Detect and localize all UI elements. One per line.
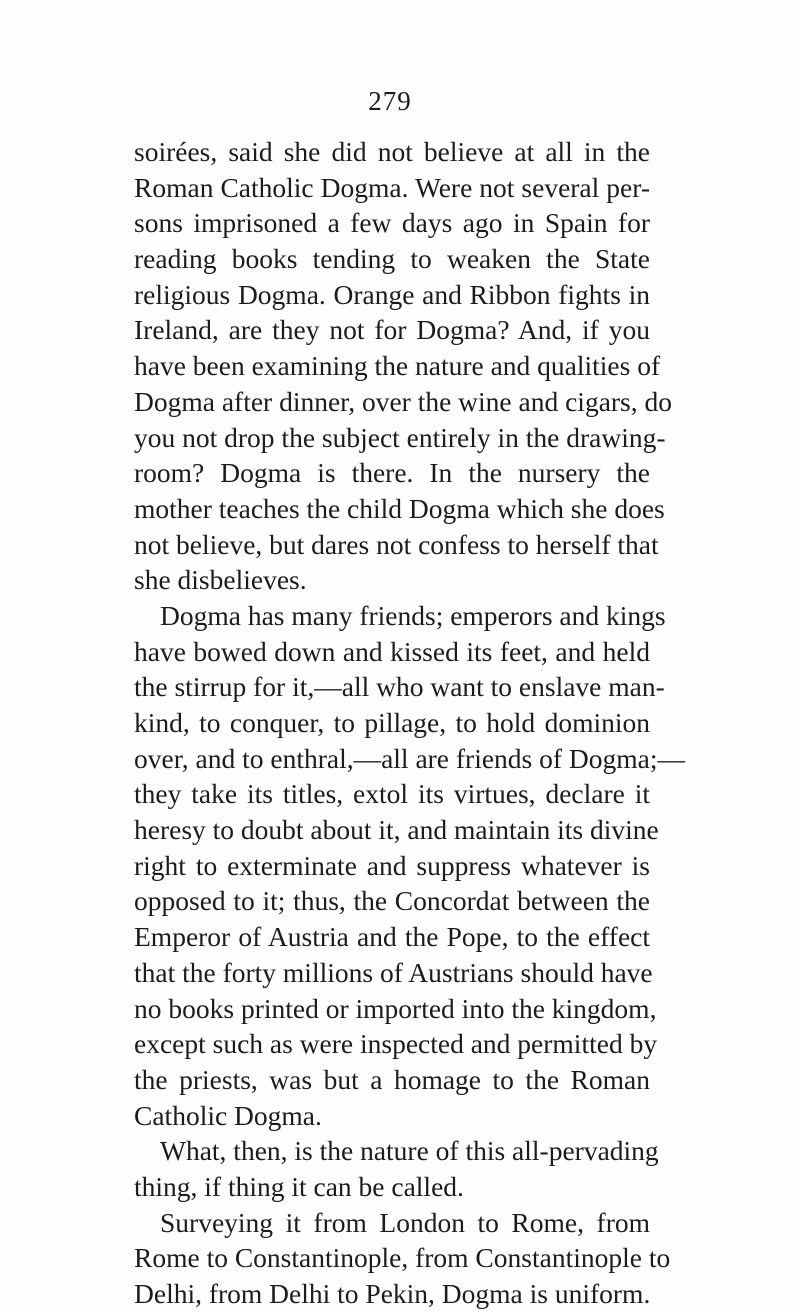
page-number: 279 <box>368 86 412 116</box>
text-line: except such as were inspected and permitted by <box>134 1028 658 1060</box>
text-line: that the forty millions of Austrians should have <box>134 956 653 988</box>
body-text <box>134 134 686 1312</box>
text-line: opposed to it; thus, the Concordat between the <box>134 885 650 917</box>
text-line: sons imprisoned a few days ago in Spain for <box>134 207 650 239</box>
text-line: Dogma after dinner, over the wine and cigars, do <box>134 385 673 417</box>
text-line: you not drop the subject entirely in the drawing- <box>134 421 666 453</box>
text-line: over, and to enthral,—all are friends of Dogma;— <box>134 742 686 774</box>
text-line: Catholic Dogma. <box>134 1099 322 1131</box>
text-line: she disbelieves. <box>134 564 307 596</box>
text-line: kind, to conquer, to pillage, to hold dominion <box>134 707 650 738</box>
text-line: heresy to doubt about it, and maintain its divine <box>134 814 659 846</box>
text-line: religious Dogma. Orange and Ribbon fights in <box>134 278 650 310</box>
text-line: reading books tending to weaken the State <box>134 243 650 275</box>
text-line: thing, if thing it can be called. <box>134 1170 464 1202</box>
text-line: Surveying it from London to Rome, from <box>160 1206 650 1238</box>
text-line: the priests, was but a homage to the Roman <box>134 1063 650 1095</box>
text-line: Dogma has many friends; emperors and kings <box>160 599 666 631</box>
text-line: the stirrup for it,—all who want to enslave man- <box>134 671 665 703</box>
text-line: Emperor of Austria and the Pope, to the effect <box>134 921 650 953</box>
text-line: Delhi, from Delhi to Pekin, Dogma is uniform. <box>134 1278 651 1309</box>
text-line: What, then, is the nature of this all-pervading <box>160 1135 659 1167</box>
text-line: right to exterminate and suppress whatever is <box>134 849 650 881</box>
text-line: they take its titles, extol its virtues, declare it <box>134 778 650 810</box>
text-line: not believe, but dares not confess to herself that <box>134 528 659 560</box>
text-line: room? Dogma is there. In the nursery the <box>134 457 650 489</box>
text-line: soirées, said she did not believe at all in the <box>134 136 650 167</box>
text-line: have been examining the nature and qualities of <box>134 350 661 382</box>
text-line: have bowed down and kissed its feet, and held <box>134 635 650 667</box>
text-line: Roman Catholic Dogma. Were not several per- <box>134 171 650 203</box>
text-line: Ireland, are they not for Dogma? And, if you <box>134 314 650 346</box>
text-line: no books printed or imported into the kingdom, <box>134 992 657 1024</box>
text-line: Rome to Constantinople, from Constantinople to <box>134 1242 671 1274</box>
text-line: mother teaches the child Dogma which she does <box>134 492 665 524</box>
